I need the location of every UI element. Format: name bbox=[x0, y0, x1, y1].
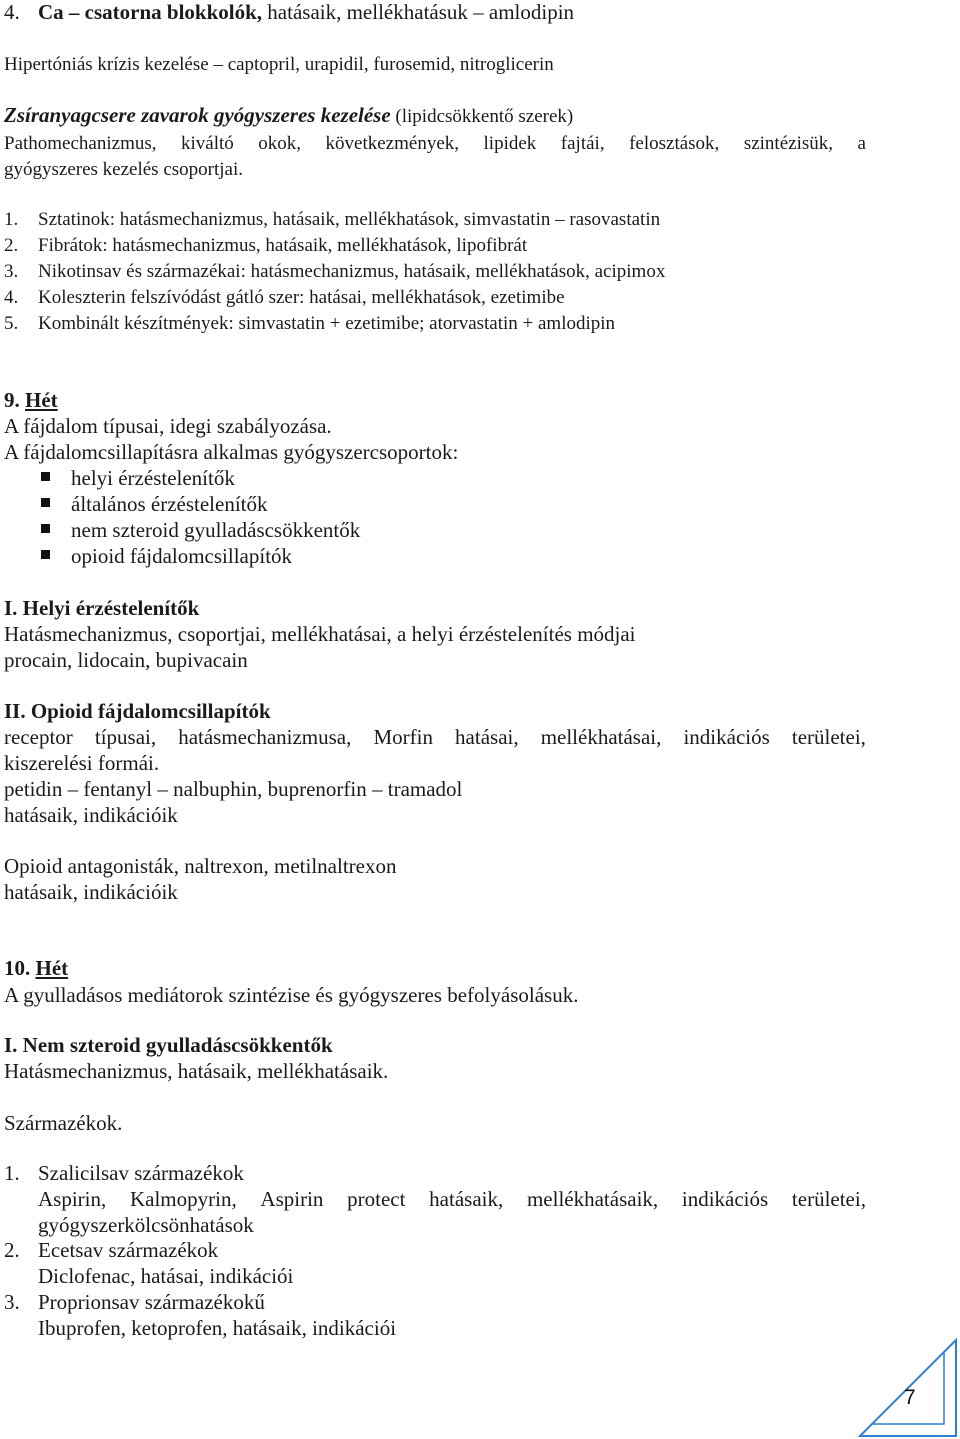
week-word: Hét bbox=[35, 956, 69, 980]
word: Morfin bbox=[373, 725, 433, 749]
opioid-line-5: Opioid antagonisták, naltrexon, metilnaltrexon bbox=[4, 854, 397, 878]
square-bullet-icon bbox=[41, 550, 50, 559]
word: hatásai, bbox=[455, 725, 519, 749]
item-text: hatásaik, mellékhatásuk – amlodipin bbox=[262, 0, 575, 24]
word: hatásmechanizmusa, bbox=[178, 725, 352, 749]
week9-line-1: A fájdalom típusai, idegi szabályozása. bbox=[4, 414, 332, 438]
derivative-item-3 bbox=[4, 1292, 265, 1313]
word: területei, bbox=[791, 1187, 866, 1211]
item-number: 4. bbox=[4, 0, 20, 24]
bullet-item: nem szteroid gyulladáscsökkentők bbox=[71, 518, 361, 542]
word: fajtái, bbox=[560, 133, 605, 154]
lipid-list-item-1 bbox=[4, 210, 660, 229]
week-word: Hét bbox=[25, 388, 58, 412]
lipid-list-item-2 bbox=[4, 236, 527, 255]
week9-heading bbox=[4, 390, 58, 411]
word: indikációs bbox=[683, 725, 770, 749]
word: mellékhatásaik, bbox=[526, 1187, 659, 1211]
bullet-item: opioid fájdalomcsillapítók bbox=[71, 544, 293, 568]
local-anesthetics-line-1: Hatásmechanizmus, csoportjai, mellékhatásai, a helyi érzéstelenítés módjai bbox=[4, 622, 636, 646]
week9-line-2: A fájdalomcsillapításra alkalmas gyógyszercsoportok: bbox=[4, 440, 459, 464]
list-number: 5. bbox=[4, 313, 19, 334]
word: Pathomechanizmus, bbox=[4, 133, 157, 154]
list-text: Fibrátok: hatásmechanizmus, hatásaik, mellékhatások, lipofibrát bbox=[38, 235, 528, 256]
list-text: Ecetsav származékok bbox=[38, 1238, 219, 1262]
lipid-description-line-1 bbox=[4, 134, 866, 153]
word: kiváltó bbox=[181, 133, 234, 154]
list-text: Kombinált készítmények: simvastatin + ezetimibe; atorvastatin + amlodipin bbox=[38, 313, 616, 334]
item-ca-blockers bbox=[4, 2, 574, 23]
list-text: Nikotinsav és származékai: hatásmechanizmus, hatásaik, mellékhatások, acipimox bbox=[38, 261, 666, 282]
square-bullet-icon bbox=[41, 524, 50, 533]
bullet-item: helyi érzéstelenítők bbox=[71, 466, 235, 490]
word: receptor bbox=[4, 725, 73, 749]
word: következmények, bbox=[325, 133, 460, 154]
derivative-item-1-line-1 bbox=[38, 1189, 866, 1210]
opioid-line-4: hatásaik, indikációik bbox=[4, 803, 178, 827]
lipid-description-line-2: gyógyszeres kezelés csoportjai. bbox=[4, 159, 243, 180]
word: Kalmopyrin, bbox=[129, 1187, 237, 1211]
word: területei, bbox=[791, 725, 866, 749]
list-number: 2. bbox=[4, 235, 19, 256]
square-bullet-icon bbox=[41, 472, 50, 481]
nsaid-line-1: Hatásmechanizmus, hatásaik, mellékhatásaik. bbox=[4, 1059, 389, 1083]
list-number: 2. bbox=[4, 1238, 20, 1262]
word: típusai, bbox=[94, 725, 157, 749]
nsaid-title: I. Nem szteroid gyulladáscsökkentők bbox=[4, 1033, 333, 1057]
list-number: 4. bbox=[4, 287, 19, 308]
lipid-heading bbox=[4, 105, 573, 126]
derivative-item-2-line-1: Diclofenac, hatásai, indikációi bbox=[38, 1264, 294, 1288]
week-number: 9. bbox=[4, 388, 20, 412]
list-number: 1. bbox=[4, 1161, 20, 1185]
hypertonia-line: Hipertóniás krízis kezelése – captopril, urapidil, furosemid, nitroglicerin bbox=[4, 54, 554, 75]
word: indikációs bbox=[681, 1187, 769, 1211]
list-number: 3. bbox=[4, 261, 19, 282]
derivatives-label: Származékok. bbox=[4, 1111, 123, 1135]
opioid-line-1 bbox=[4, 727, 866, 748]
word: a bbox=[857, 133, 866, 154]
week-number: 10. bbox=[4, 956, 31, 980]
word: felosztások, bbox=[629, 133, 720, 154]
opioid-title: II. Opioid fájdalomcsillapítók bbox=[4, 699, 271, 723]
list-number: 3. bbox=[4, 1290, 20, 1314]
list-text: Proprionsav származékokű bbox=[38, 1290, 265, 1314]
word: Aspirin, bbox=[38, 1187, 107, 1211]
list-text: Szalicilsav származékok bbox=[38, 1161, 244, 1185]
word: okok, bbox=[258, 133, 302, 154]
derivative-item-1-line-2: gyógyszerkölcsönhatások bbox=[38, 1213, 254, 1237]
list-number: 1. bbox=[4, 209, 19, 230]
word: lipidek bbox=[483, 133, 537, 154]
word: mellékhatásai, bbox=[540, 725, 662, 749]
derivative-item-2 bbox=[4, 1240, 218, 1261]
week10-heading bbox=[4, 958, 68, 979]
lipid-heading-title: Zsíranyagcsere zavarok gyógyszeres kezelése bbox=[4, 103, 391, 127]
opioid-line-6: hatásaik, indikációik bbox=[4, 880, 178, 904]
lipid-list-item-3 bbox=[4, 262, 665, 281]
item-title: Ca – csatorna blokkolók, bbox=[38, 0, 263, 24]
page-number: 7 bbox=[904, 1386, 916, 1409]
opioid-line-3: petidin – fentanyl – nalbuphin, buprenorfin – tramadol bbox=[4, 777, 463, 801]
word: protect bbox=[347, 1187, 406, 1211]
lipid-list-item-4 bbox=[4, 288, 565, 307]
derivative-item-1 bbox=[4, 1163, 244, 1184]
local-anesthetics-title: I. Helyi érzéstelenítők bbox=[4, 596, 200, 620]
list-text: Sztatinok: hatásmechanizmus, hatásaik, mellékhatások, simvastatin – rasovastatin bbox=[38, 209, 661, 230]
local-anesthetics-line-2: procain, lidocain, bupivacain bbox=[4, 648, 248, 672]
lipid-list-item-5 bbox=[4, 314, 615, 333]
lipid-heading-note: (lipidcsökkentő szerek) bbox=[390, 106, 574, 127]
bullet-item: általános érzéstelenítők bbox=[71, 492, 268, 516]
derivative-item-3-line-1: Ibuprofen, ketoprofen, hatásaik, indikációi bbox=[38, 1316, 397, 1340]
square-bullet-icon bbox=[41, 498, 50, 507]
week10-line-1: A gyulladásos mediátorok szintézise és gyógyszeres befolyásolásuk. bbox=[4, 983, 579, 1007]
word: hatásaik, bbox=[429, 1187, 504, 1211]
word: szintézisük, bbox=[743, 133, 833, 154]
word: Aspirin bbox=[260, 1187, 324, 1211]
list-text: Koleszterin felszívódást gátló szer: hatásai, mellékhatások, ezetimibe bbox=[38, 287, 565, 308]
opioid-line-2: kiszerelési formái. bbox=[4, 751, 160, 775]
